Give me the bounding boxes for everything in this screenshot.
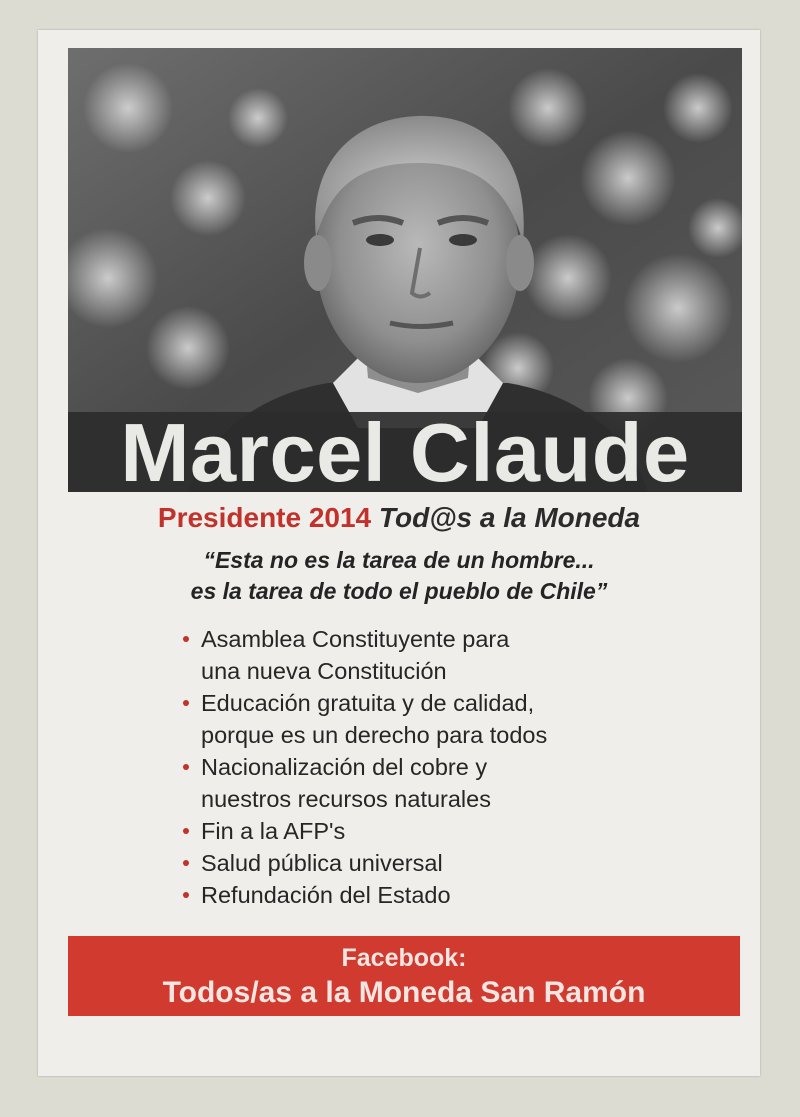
campaign-subtitle bbox=[38, 498, 760, 538]
facebook-page-name: Todos/as a la Moneda San Ramón bbox=[162, 976, 646, 1009]
candidate-name: Marcel Claude bbox=[120, 406, 690, 499]
campaign-slogan: Tod@s a la Moneda bbox=[378, 502, 641, 533]
proposal-list bbox=[182, 623, 722, 911]
quote-line: “Esta no es la tarea de un hombre... bbox=[203, 547, 595, 573]
quote-line: es la tarea de todo el pueblo de Chile” bbox=[190, 578, 608, 604]
proposal-item: Fin a la AFP's bbox=[182, 815, 722, 847]
bullet-icon bbox=[183, 636, 189, 642]
bullet-icon bbox=[183, 700, 189, 706]
proposal-item: Educación gratuita y de calidad, porque es un derecho para todos bbox=[182, 687, 722, 751]
bullet-icon bbox=[183, 764, 189, 770]
proposal-item: Asamblea Constituyente para una nueva Constitución bbox=[182, 623, 722, 687]
facebook-banner bbox=[68, 936, 740, 1016]
proposal-item: Refundación del Estado bbox=[182, 879, 722, 911]
proposal-item: Nacionalización del cobre y nuestros recursos naturales bbox=[182, 751, 722, 815]
facebook-label: Facebook: bbox=[341, 944, 467, 972]
bullet-icon bbox=[183, 892, 189, 898]
bullet-icon bbox=[183, 860, 189, 866]
bullet-icon bbox=[183, 828, 189, 834]
proposal-item: Salud pública universal bbox=[182, 847, 722, 879]
campaign-quote bbox=[38, 545, 760, 607]
campaign-year: Presidente 2014 bbox=[157, 502, 372, 533]
